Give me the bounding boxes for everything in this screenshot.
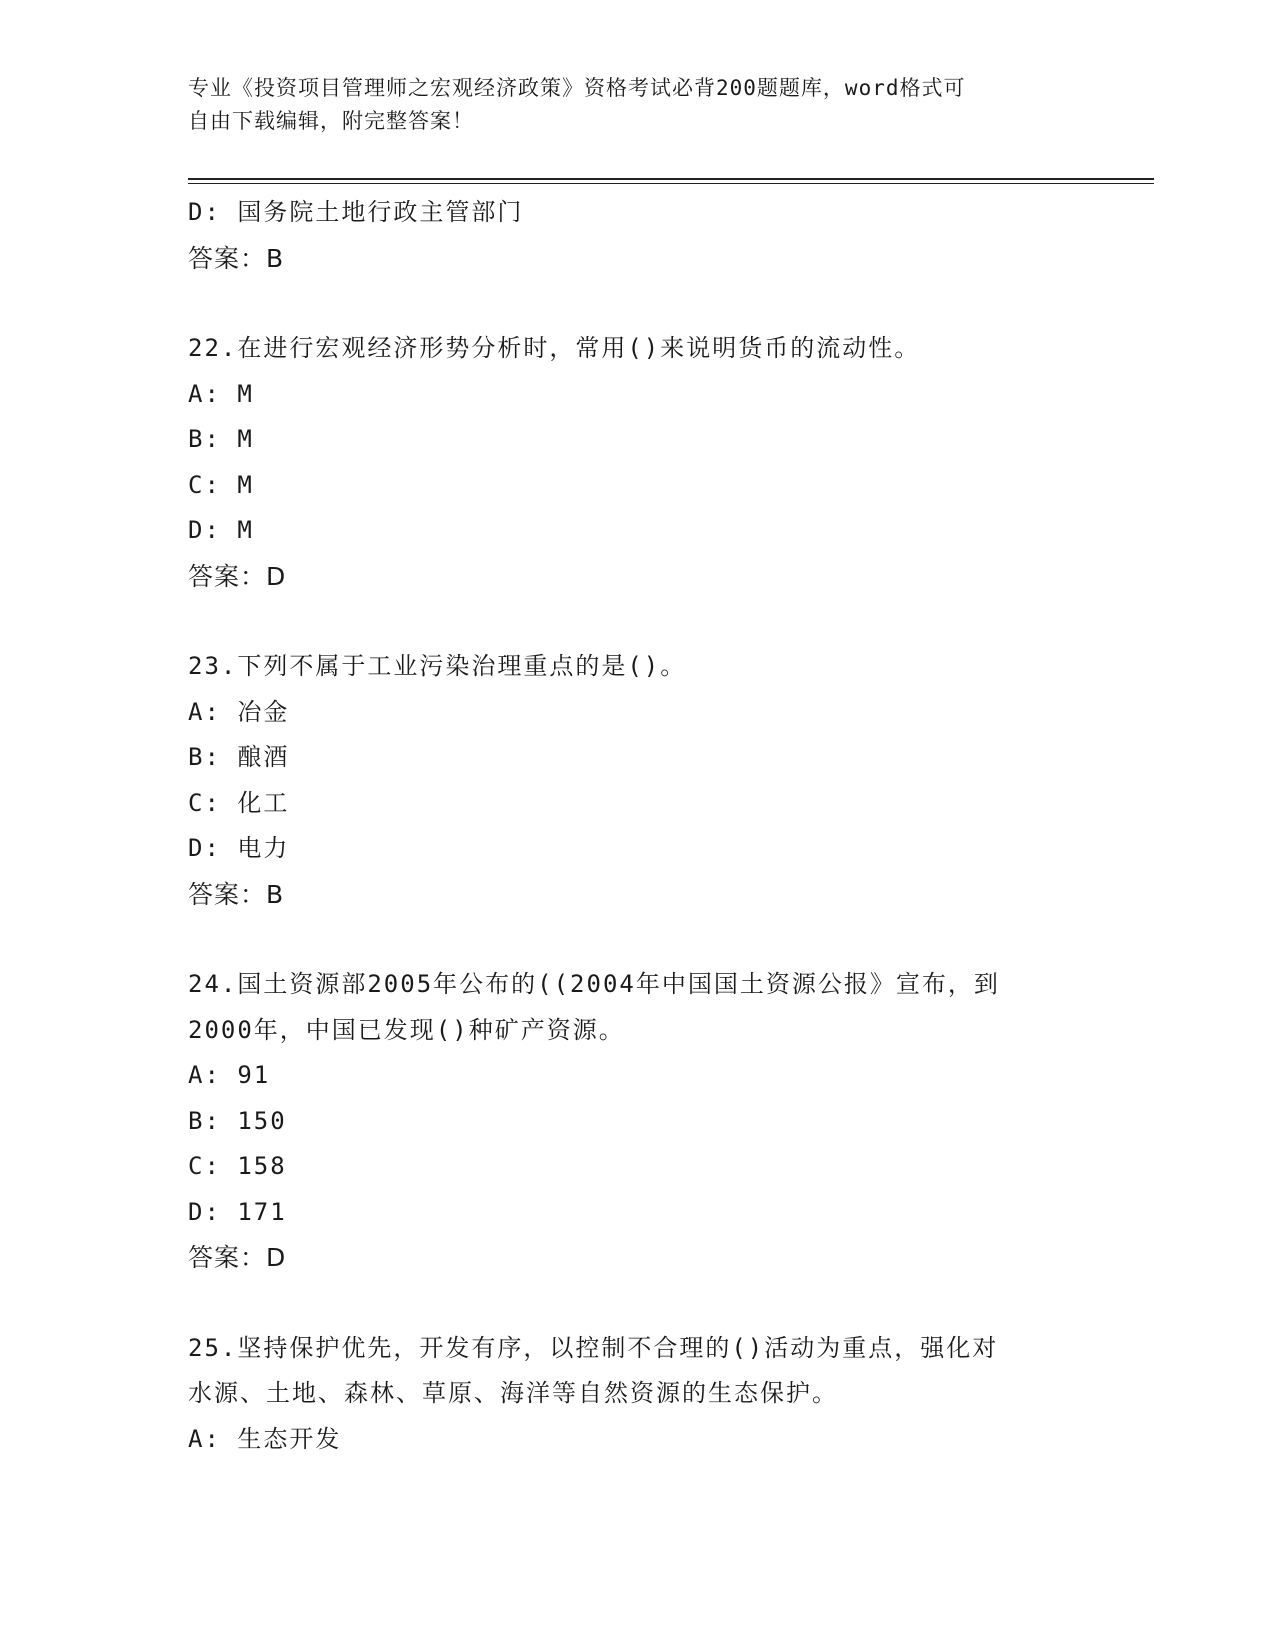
option-a: A: 生态开发 — [188, 1424, 342, 1453]
prev-answer: 答案：B — [188, 243, 285, 273]
option-d: D: 171 — [188, 1197, 287, 1226]
option-b: B: 150 — [188, 1106, 287, 1135]
header-divider-thin — [188, 183, 1154, 184]
header-divider-thick — [188, 178, 1154, 180]
answer: 答案：D — [188, 1243, 287, 1272]
header-line-1: 专业《投资项目管理师之宏观经济政策》资格考试必背200题题库，word格式可 — [188, 76, 966, 100]
option-a: A: 91 — [188, 1061, 271, 1089]
answer: 答案：B — [188, 879, 285, 909]
question-22 — [188, 326, 1088, 599]
question-25 — [188, 1326, 1088, 1463]
option-d: D: 电力 — [188, 834, 290, 862]
question-stem-line-2: 水源、土地、森林、草原、海洋等自然资源的生态保护。 — [188, 1379, 838, 1407]
question-content — [188, 190, 1088, 1462]
spacer — [188, 917, 1088, 962]
option-b: B: M — [188, 425, 254, 453]
question-23 — [188, 644, 1088, 917]
spacer — [188, 1281, 1088, 1326]
question-stem: 22.在进行宏观经济形势分析时，常用()来说明货币的流动性。 — [188, 334, 921, 362]
question-stem-line-1: 25.坚持保护优先，开发有序，以控制不合理的()活动为重点，强化对 — [188, 1333, 999, 1362]
option-c: C: 158 — [188, 1152, 287, 1180]
question-24 — [188, 962, 1088, 1281]
prev-option-d: D: 国务院土地行政主管部门 — [188, 198, 524, 226]
option-a: A: 冶金 — [188, 697, 290, 726]
spacer — [188, 599, 1088, 644]
question-stem: 23.下列不属于工业污染治理重点的是()。 — [188, 652, 687, 680]
header-line-2: 自由下载编辑，附完整答案！ — [188, 109, 474, 133]
answer: 答案：D — [188, 561, 287, 591]
option-c: C: 化工 — [188, 788, 290, 817]
spacer — [188, 281, 1088, 326]
question-stem-line-2: 2000年，中国已发现()种矿产资源。 — [188, 1015, 625, 1044]
option-b: B: 酿酒 — [188, 743, 290, 771]
document-header — [188, 72, 1088, 138]
option-a: A: M — [188, 379, 254, 408]
question-stem-line-1: 24.国土资源部2005年公布的((2004年中国国土资源公报》宣布，到 — [188, 970, 1000, 998]
option-d: D: M — [188, 516, 254, 544]
option-c: C: M — [188, 470, 254, 499]
